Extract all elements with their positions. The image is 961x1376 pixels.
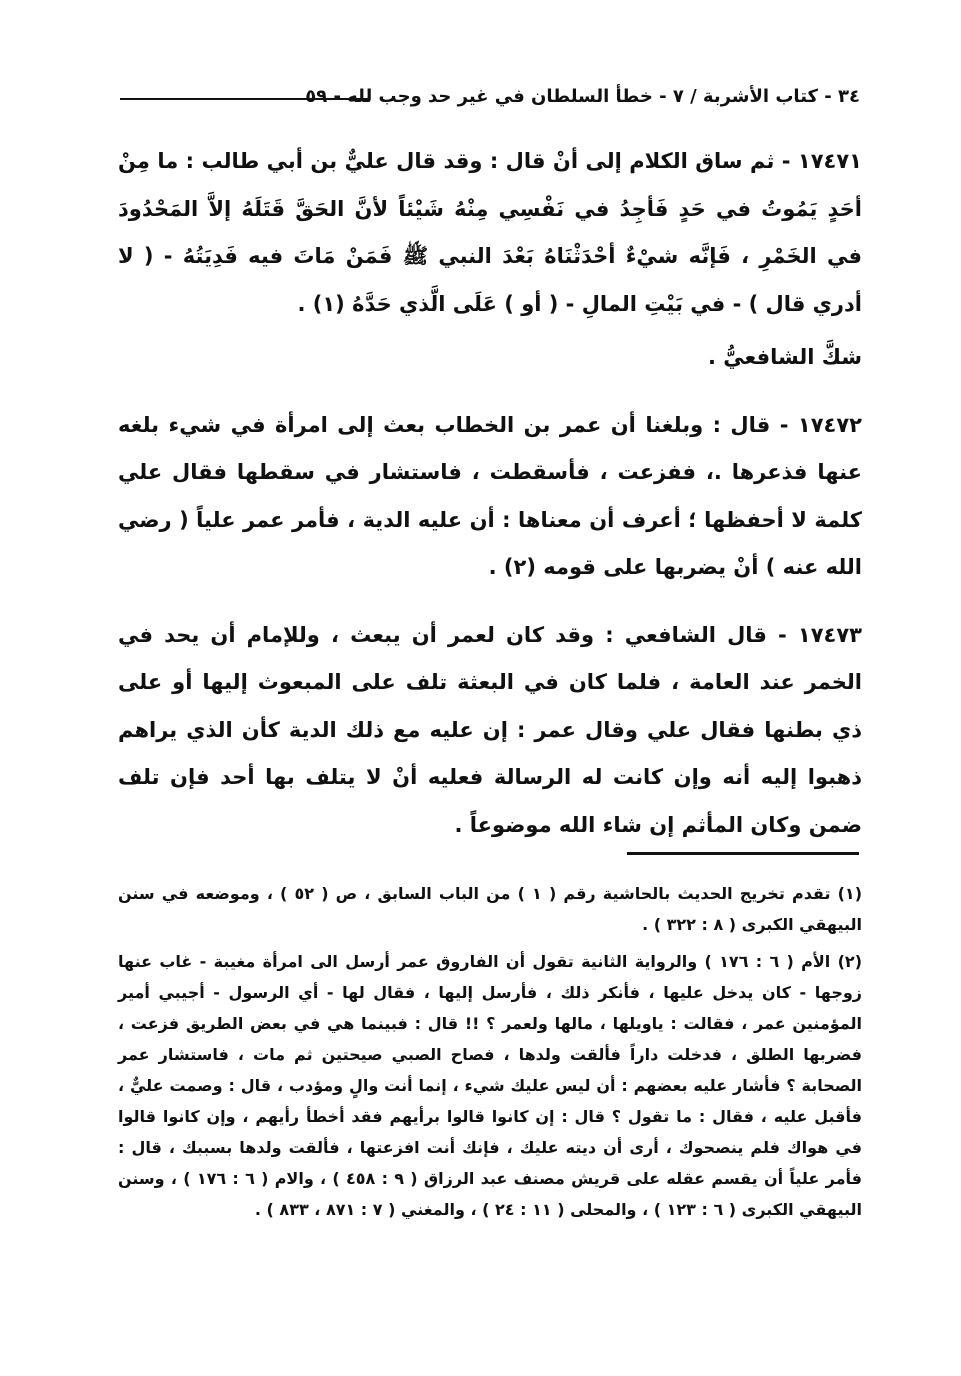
running-header	[120, 86, 860, 120]
footnote-1: (١) تقدم تخريج الحديث بالحاشية رقم ( ١ ) من الباب السابق ، ص ( ٥٢ ) ، وموضعه في سنن البيهقي الكبرى ( ٨ : ٣٢٢ ) .	[118, 884, 862, 934]
paragraph-17473: ١٧٤٧٣ - قال الشافعي : وقد كان لعمر أن يبعث ، وللإمام أن يحد في الخمر عند العامة ، فلما كان في البعثة تلف على المبعوث إليها أو على ذي بطنها فقال علي وقال عمر : إن عليه مع ذلك الدية كأن الذي يراهم ذهبوا إليه أنه وإن كانت له الرسالة فعليه أنْ لا يتلف بها أحد فإن تلف ضمن وكان المأثم إن شاء الله موضوعاً .	[118, 622, 862, 837]
main-text	[118, 138, 862, 869]
header-rule	[120, 98, 370, 100]
paragraph-shafii-note: شكَّ الشافعيُّ .	[708, 345, 862, 369]
paragraph-17472: ١٧٤٧٢ - قال : وبلغنا أن عمر بن الخطاب بعث إلى امرأة في شيء بلغه عنها فذعرها .، ففزعت ، فأسقطت ، فاستشار في سقطها فقال علي كلمة لا أحفظها ؛ أعرف أن معناها : أن عليه الدية ، فأمر عمر علياً ( رضي الله عنه ) أنْ يضربها على قومه (٢) .	[118, 412, 862, 579]
running-title: ٣٤ - كتاب الأشربة / ٧ - خطأ السلطان في غير حد وجب لله - ٥٩	[305, 86, 860, 107]
footnote-2: (٢) الأم ( ٦ : ١٧٦ ) والرواية الثانية تقول أن الفاروق عمر أرسل الى امرأة مغيبة - غاب عنها زوجها - كان يدخل عليها ، فأنكر ذلك ، فأرسل إليها ، فقال لها - أي الرسول - أجيبي أمير المؤمنين عمر ، فقالت : ياويلها ، مالها ولعمر ؟ !! قال : فبينما هي في بعض الطريق فزعت ، فضربها الطلق ، فدخلت داراً فألقت ولدها ، فصاح الصبي صيحتين ثم مات ، فاستشار عمر الصحابة ؟ فأشار عليه بعضهم : أن ليس عليك شيء ، إنما أنت والٍ ومؤدب ، قال : وصمت عليٌّ ، فأقبل عليه ، فقال : ما تقول ؟ قال : إن كانوا قالوا برأيهم فقد أخطأ رأيهم ، وإن كانوا قالوا في هواك فلم ينصحوك ، أرى أن ديته عليك ، فإنك أنت افزعتها ، فألقت ولدها بسببك ، قال : فأمر علياً أن يقسم عقله على قريش مصنف عبد الرزاق ( ٩ : ٤٥٨ ) ، والام ( ٦ : ١٧٦ ) ، وسنن البيهقي الكبرى ( ٦ : ١٢٣ ) ، والمحلى ( ١١ : ٢٤ ) ، والمغني ( ٧ : ٨٧١ ، ٨٣٣ ) .	[118, 952, 862, 1219]
footnotes	[118, 878, 862, 1231]
footnote-separator	[627, 852, 859, 855]
paragraph-17471: ١٧٤٧١ - ثم ساق الكلام إلى أنْ قال : وقد قال عليٌّ بن أبي طالب : ما مِنْ أحَدٍ يَمُوتُ في حَدٍ فَأجِدُ في نَفْسِي مِنْهُ شَيْئاً لأنَّ الحَقَّ قَتَلَهُ إلاَّ المَحْدُودَ في الخَمْرِ ، فَإنَّه شيْءٌ أحْدَثْنَاهُ بَعْدَ النبي ﷺ فَمَنْ مَاتَ فيه فَدِيَتُهُ - ( لا أدري قال ) - في بَيْتِ المالِ - ( أو ) عَلَى الَّذي حَدَّهُ (١) .	[118, 149, 862, 316]
